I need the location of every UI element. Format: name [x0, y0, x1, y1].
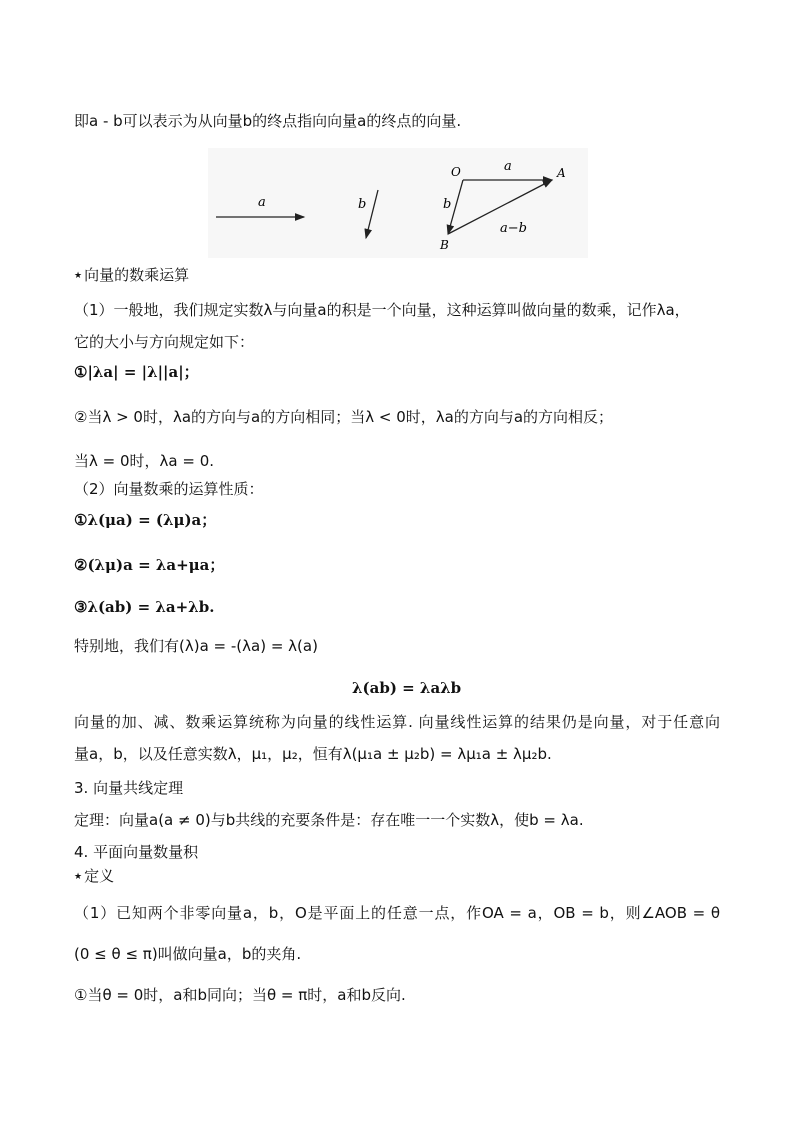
line-angle-definition-1 — [74, 903, 720, 923]
line-properties-heading: （2）向量数乘的运算性质： — [74, 480, 264, 498]
line-property-2: ②(λμ)a = λa+μa； — [74, 556, 225, 574]
centered-formula: λ(ab) = λaλb — [352, 679, 462, 697]
line-rule-magnitude: ①|λa| = |λ||a|； — [74, 363, 199, 381]
line-angle-definition-2: (0 ≤ θ ≤ π)叫做向量a，b的夹角. — [74, 945, 302, 963]
line-angle-cases: ①当θ = 0时，a和b同向；当θ = π时，a和b反向. — [74, 986, 406, 1004]
linear-ops-text: 向量的加、减、数乘运算统称为向量的线性运算. 向量线性运算的结果仍是向量，对于任意向 — [74, 713, 720, 731]
vector-diagram — [208, 148, 588, 258]
line-special-case: 特别地，我们有(λ)a = -(λa) = λ(a) — [74, 637, 318, 655]
section-3-heading: 3. 向量共线定理 — [74, 779, 184, 797]
point-O-label: O — [451, 165, 461, 179]
definition-text: 定义 — [84, 867, 115, 885]
line-definition-1: （1）一般地，我们规定实数λ与向量a的积是一个向量，这种运算叫做向量的数乘，记作λa， — [74, 301, 690, 319]
line-linear-ops-2: 量a，b，以及任意实数λ，μ₁，μ₂，恒有λ(μ₁a ± μ₂b) = λμ₁a ± λμ₂b. — [74, 745, 552, 763]
vector-figure — [208, 148, 588, 258]
star-icon: ★ — [74, 270, 83, 281]
heading-text: 向量的数乘运算 — [84, 266, 190, 284]
triangle-diff-label: a−b — [500, 221, 527, 236]
line-definition-2: 它的大小与方向规定如下： — [74, 333, 255, 351]
definition-heading — [74, 866, 114, 887]
line-property-1: ①λ(μa) = (λμ)a； — [74, 511, 217, 529]
line-collinear-theorem: 定理：向量a(a ≠ 0)与b共线的充要条件是：存在唯一一个实数λ，使b = λa. — [74, 811, 584, 829]
section-4-heading: 4. 平面向量数量积 — [74, 843, 199, 861]
star-icon: ★ — [74, 871, 83, 882]
triangle-a-label: a — [504, 159, 512, 174]
line-property-3: ③λ(ab) = λa+λb. — [74, 598, 215, 616]
line-rule-zero: 当λ = 0时，λa = 0. — [74, 452, 215, 470]
line-vector-difference: 即a - b可以表示为从向量b的终点指向向量a的终点的向量. — [74, 112, 462, 130]
triangle-b-label: b — [443, 197, 452, 212]
heading-scalar-multiplication — [74, 265, 189, 286]
point-B-label: B — [440, 238, 449, 252]
vector-a-label: a — [258, 195, 266, 210]
line-linear-ops-1 — [74, 712, 720, 732]
vector-b-arrow — [366, 190, 378, 238]
line-rule-direction: ②当λ > 0时，λa的方向与a的方向相同；当λ < 0时，λa的方向与a的方向相反； — [74, 408, 614, 426]
angle-definition-text: （1）已知两个非零向量a，b，O是平面上的任意一点，作OA = a，OB = b，则∠AOB = θ — [74, 904, 720, 922]
point-A-label: A — [557, 166, 566, 180]
vector-b-label: b — [358, 197, 367, 212]
